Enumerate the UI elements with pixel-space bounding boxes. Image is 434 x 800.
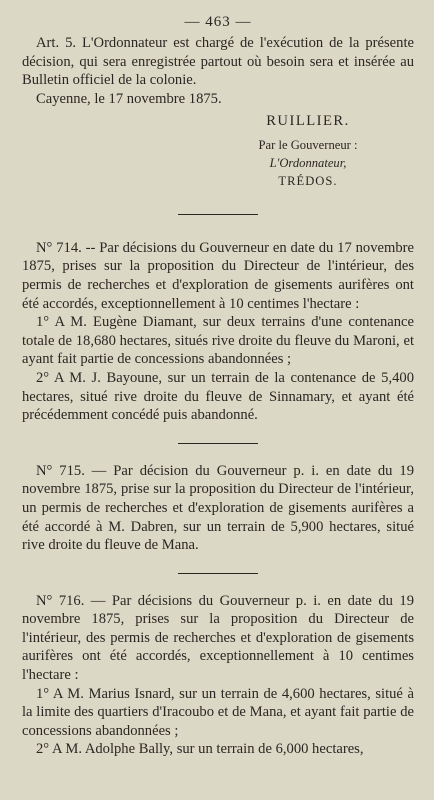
decision-item: 1° A M. Eugène Diamant, sur deux terrains d'une contenance totale de 18,680 hectares, situés rive droite du fleuve du Maroni, et ayant fait partie de concessions abandonnées ; bbox=[22, 314, 414, 368]
ordonnateur-signature: TRÉDOS. bbox=[278, 173, 338, 188]
ordonnateur-title: L'Ordonnateur, bbox=[269, 155, 347, 170]
dateline: Cayenne, le 17 novembre 1875. bbox=[36, 90, 222, 107]
decision-item: 1° A M. Marius Isnard, sur un terrain de 4,600 hectares, situé à la limite des quartiers d'Iracoubo et de Mana, et ayant fait partie de concessions abandonnées ; bbox=[22, 685, 414, 739]
decision-716 bbox=[22, 592, 414, 759]
decision-715 bbox=[22, 462, 414, 555]
page-number: — 463 — bbox=[184, 14, 252, 30]
decision-intro: N° 716. — Par décisions du Gouverneur p. i. en date du 19 novembre 1875, prises sur la proposition du Directeur de l'intérieur, des permis de recherches et d'exploration de gisements aurifères ont été accordés, exceptionnellement à 10 centimes l'hectare : bbox=[22, 592, 414, 684]
decision-714 bbox=[22, 239, 414, 425]
decision-intro: N° 715. — Par décision du Gouverneur p. i. en date du 19 novembre 1875, prise sur la proposition du Directeur de l'intérieur, un permis de recherches et d'exploration de gisements aurifères a été accordé à M. Dabren, sur un terrain de 5,900 hectares, situé rive droite du fleuve de Mana. bbox=[22, 462, 414, 554]
governor-signature: RUILLIER. bbox=[266, 112, 350, 129]
section-separator bbox=[178, 573, 258, 574]
section-separator bbox=[178, 443, 258, 444]
decision-item: 2° A M. J. Bayoune, sur un terrain de la contenance de 5,400 hectares, situé rive droite du fleuve de Sinnamary, et ayant été précédemment concédé puis abandonné. bbox=[22, 369, 414, 424]
section-separator bbox=[178, 214, 258, 215]
signature-block bbox=[202, 113, 414, 190]
article-5-text: Art. 5. L'Ordonnateur est chargé de l'exécution de la présente décision, qui sera enregistrée partout où besoin sera et insérée au Bulletin officiel de la colonie. bbox=[22, 35, 414, 89]
decision-item: 2° A M. Adolphe Bally, sur un terrain de 6,000 hectares, bbox=[36, 741, 364, 758]
decision-intro: N° 714. -- Par décisions du Gouverneur en date du 17 novembre 1875, prises sur la proposition du Directeur de l'intérieur, des permis de recherches et d'exploration de gisements aurifères ont été accordés, exceptionnellement à 10 centimes l'hectare : bbox=[22, 239, 414, 312]
for-governor-label: Par le Gouverneur : bbox=[258, 137, 358, 152]
